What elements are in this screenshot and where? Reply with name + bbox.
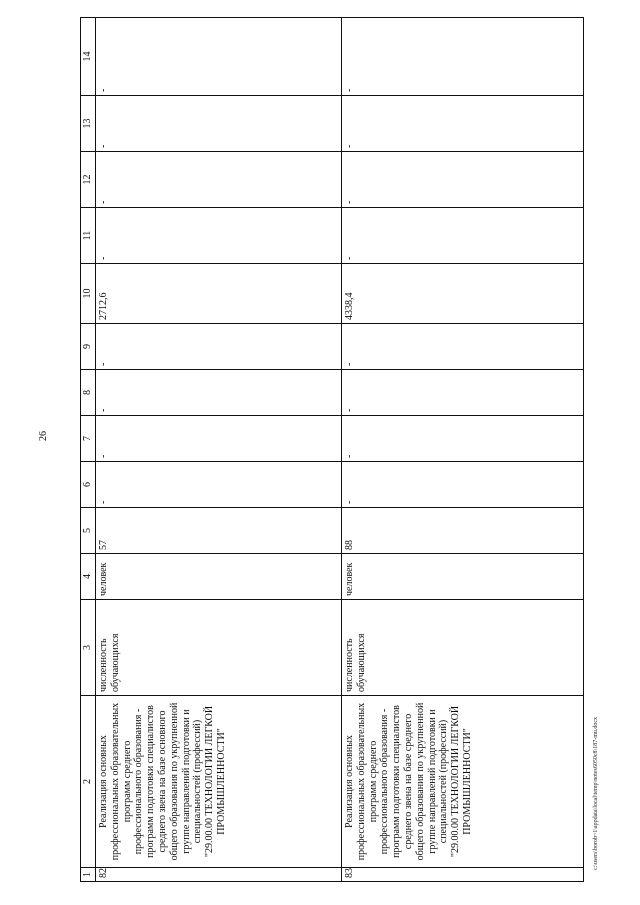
page-number: 26 — [38, 431, 49, 441]
cell-col-13: - — [96, 96, 342, 152]
header-col-8: 8 — [81, 370, 96, 416]
cell-row-number: 83 — [342, 868, 584, 882]
cell-row-number: 82 — [96, 868, 342, 882]
cell-indicator: численность обучающихся — [96, 600, 342, 696]
header-col-11: 11 — [81, 208, 96, 264]
cell-col-8: - — [96, 370, 342, 416]
table-row — [342, 18, 584, 882]
header-col-6: 6 — [81, 462, 96, 508]
header-col-1: 1 — [81, 868, 96, 882]
cell-col-10: 4338,4 — [342, 264, 584, 324]
cell-col-6: - — [96, 462, 342, 508]
rotated-table-container — [80, 18, 584, 882]
table-header-row — [81, 18, 96, 882]
header-col-2: 2 — [81, 696, 96, 868]
cell-col-6: - — [342, 462, 584, 508]
cell-col-8: - — [342, 370, 584, 416]
cell-service-name: Реализация основных профессиональных образовательных программ среднего профессионального образования - программ подготовки специалистов среднего звена на базе среднего общего образования по укрупненной группе направлений подготовки и специальностей (профессий) "29.00.00 ТЕХНОЛОГИИ ЛЕГКОЙ ПРОМЫШЛЕННОСТИ" — [342, 696, 584, 868]
header-col-4: 4 — [81, 554, 96, 600]
cell-col-12: - — [96, 152, 342, 208]
cell-col-12: - — [342, 152, 584, 208]
cell-col-11: - — [96, 208, 342, 264]
table-row — [96, 18, 342, 882]
cell-col-10: 2712,6 — [96, 264, 342, 324]
cell-service-name: Реализация основных профессиональных образовательных программ среднего профессионального образования - программ подготовки специалистов среднего звена на базе основного общего образования по укрупненной группе направлений подготовки и специальностей (профессий) "29.00.00 ТЕХНОЛОГИИ ЛЕГКОЙ ПРОМЫШЛЕННОСТИ" — [96, 696, 342, 868]
services-table — [80, 17, 584, 882]
header-col-13: 13 — [81, 96, 96, 152]
cell-unit: человек — [96, 554, 342, 600]
cell-col-14: - — [342, 18, 584, 96]
cell-col-5: 88 — [342, 508, 584, 554]
cell-col-9: - — [342, 324, 584, 370]
header-col-12: 12 — [81, 152, 96, 208]
header-col-7: 7 — [81, 416, 96, 462]
cell-unit: человек — [342, 554, 584, 600]
header-col-5: 5 — [81, 508, 96, 554]
cell-col-11: - — [342, 208, 584, 264]
header-col-10: 10 — [81, 264, 96, 324]
document-footer-path: c:\users\borob~1\appdata\local\temp\notes6050c8\187-mu.docx — [593, 716, 599, 870]
cell-col-14: - — [96, 18, 342, 96]
cell-col-7: - — [342, 416, 584, 462]
header-col-9: 9 — [81, 324, 96, 370]
header-col-3: 3 — [81, 600, 96, 696]
header-col-14: 14 — [81, 18, 96, 96]
cell-col-5: 57 — [96, 508, 342, 554]
cell-col-9: - — [96, 324, 342, 370]
cell-indicator: численность обучающихся — [342, 600, 584, 696]
cell-col-7: - — [96, 416, 342, 462]
cell-col-13: - — [342, 96, 584, 152]
